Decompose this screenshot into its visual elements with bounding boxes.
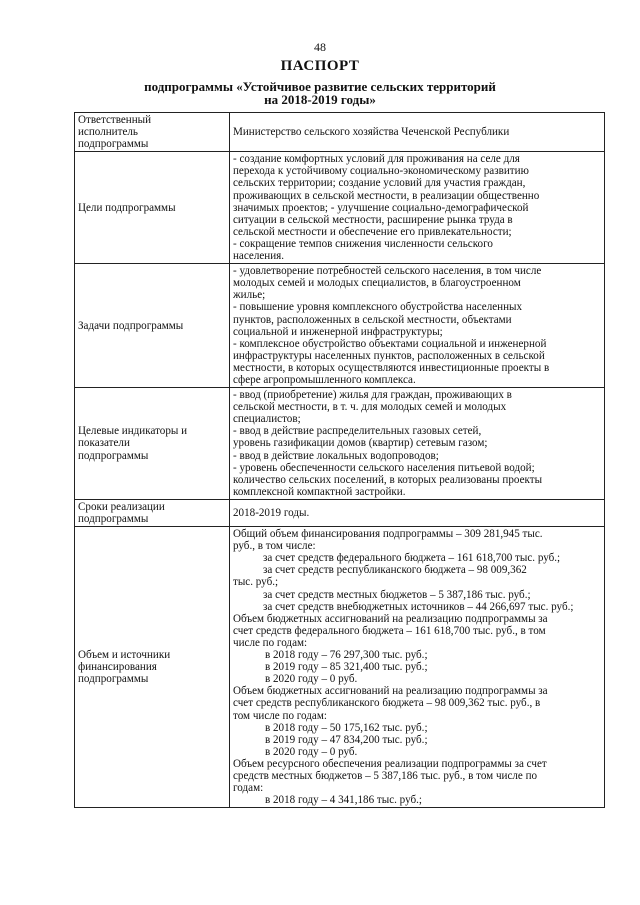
row-content-cell (230, 152, 605, 264)
financing-text-line: в 2019 году – 47 834,200 тыс. руб.; (265, 733, 428, 746)
financing-text-line: за счет средств местных бюджетов – 5 387,186 тыс. руб.; (263, 588, 531, 601)
row-tasks (75, 264, 605, 388)
row-label-cell (75, 499, 230, 526)
row-label-cell (75, 113, 230, 152)
cell-text-line: сельских территории; создание условий для участия граждан, (233, 177, 526, 190)
financing-text-line: Объем бюджетных ассигнований на реализацию подпрограммы за (233, 685, 548, 698)
cell-text-line: - ввод (приобретение) жилья для граждан, проживающих в (233, 389, 512, 402)
row-indicators (75, 388, 605, 500)
financing-text-line: годам: (233, 782, 264, 795)
subtitle-line: на 2018-2019 годы» (264, 92, 376, 107)
financing-text-line: Объем бюджетных ассигнований на реализацию подпрограммы за (233, 612, 548, 625)
cell-text-line: исполнитель (78, 126, 138, 139)
row-label-cell (75, 388, 230, 500)
cell-text-line: Цели подпрограммы (78, 201, 176, 214)
cell-text-line: специалистов; (233, 413, 301, 426)
financing-text-line: за счет средств федерального бюджета – 161 618,700 тыс. руб.; (263, 552, 561, 565)
cell-text-line: перехода к устойчивому социально-экономическому развитию (233, 165, 529, 178)
row-label-cell (75, 264, 230, 388)
passport-table (74, 112, 605, 808)
cell-text-line: местности, в которых осуществляются инвестиционные проекты в (233, 361, 550, 374)
cell-text-line: подпрограммы (78, 673, 149, 686)
financing-text-line: том числе по годам: (233, 709, 327, 722)
financing-text-line: в 2019 году – 85 321,400 тыс. руб.; (265, 661, 428, 674)
row-label-cell (75, 152, 230, 264)
financing-text-line: средств местных бюджетов – 5 387,186 тыс. руб., в том числе по (233, 769, 538, 782)
cell-text-line: населения. (233, 250, 285, 263)
cell-text-line: - создание комфортных условий для проживания на селе для (233, 153, 520, 166)
financing-text-line: счет средств федерального бюджета – 161 618,700 тыс. руб., в том (233, 624, 546, 637)
cell-text-line: количество сельских поселений, в которых реализованы проекты (233, 473, 543, 486)
cell-text-line: - ввод в действие локальных водопроводов; (233, 449, 439, 462)
row-content-cell (230, 388, 605, 500)
cell-text-line: 2018-2019 годы. (233, 506, 310, 519)
document-subtitle (0, 80, 640, 106)
financing-text-line: в 2018 году – 50 175,162 тыс. руб.; (265, 721, 428, 734)
cell-text-line: сельской местности и обеспечение его привлекательности; (233, 225, 512, 238)
financing-text-line: руб., в том числе: (233, 540, 316, 553)
financing-text-line: за счет средств внебюджетных источников – 44 266,697 тыс. руб.; (263, 600, 574, 613)
financing-text-line: числе по годам: (233, 636, 308, 649)
cell-text-line: подпрограммы (78, 513, 149, 525)
financing-text-line: в 2020 году – 0 руб. (265, 745, 358, 758)
passport-table-body (75, 113, 605, 808)
row-financing (75, 527, 605, 808)
cell-text-line: проживающих в сельской местности, в реализации общественно (233, 189, 540, 202)
cell-text-line: финансирования (78, 661, 157, 674)
cell-text-line: Министерство сельского хозяйства Чеченской Республики (233, 126, 510, 139)
cell-text-line: комплексной компактной застройки. (233, 485, 406, 498)
cell-text-line: - комплексное обустройство объектами социальной и инженерной (233, 337, 547, 350)
financing-text-line: счет средств республиканского бюджета – 98 009,362 тыс. руб., в (233, 697, 541, 710)
cell-text-line: - удовлетворение потребностей сельского населения, в том числе (233, 265, 542, 278)
row-label-cell (75, 527, 230, 808)
row-responsible-executor (75, 113, 605, 152)
cell-text-line: значимых проектов; - улучшение социально-демографической (233, 201, 529, 214)
subtitle-line: подпрограммы «Устойчивое развитие сельских территорий (144, 79, 496, 94)
cell-text-line: - повышение уровня комплексного обустройства населенных (233, 301, 523, 314)
financing-text-line: Объем ресурсного обеспечения реализации подпрограммы за счет (233, 757, 547, 770)
cell-text-line: Сроки реализации (78, 500, 165, 513)
financing-text-line: за счет средств республиканского бюджета – 98 009,362 (263, 564, 527, 577)
cell-text-line: молодых семей и молодых специалистов, в благоустроенном (233, 277, 521, 290)
cell-text-line: инфраструктуры населенных пунктов, расположенных в сельской (233, 349, 545, 362)
cell-text-line: - сокращение темпов снижения численности сельского (233, 237, 493, 250)
cell-text-line: Целевые индикаторы и (78, 425, 188, 438)
cell-text-line: - ввод в действие распределительных газовых сетей, (233, 425, 482, 438)
cell-text-line: - уровень обеспеченности сельского населения питьевой водой; (233, 461, 535, 474)
cell-text-line: показатели (78, 437, 130, 450)
cell-text-line: уровень газификации домов (квартир) сетевым газом; (233, 437, 488, 450)
cell-text-line: Задачи подпрограммы (78, 319, 184, 332)
financing-text-line: Общий объем финансирования подпрограммы – 309 281,945 тыс. (233, 528, 543, 541)
cell-text-line: подпрограммы (78, 449, 149, 462)
cell-text-line: жилье; (233, 289, 266, 302)
cell-text-line: ситуации в сельской местности, расширение рынка труда в (233, 213, 513, 226)
row-content-cell (230, 113, 605, 152)
cell-text-line: пунктов, расположенных в сельской местности, объектами (233, 313, 512, 326)
row-content-cell (230, 264, 605, 388)
financing-text-line: в 2018 году – 76 297,300 тыс. руб.; (265, 649, 428, 662)
document-title: ПАСПОРТ (280, 58, 360, 74)
row-content-cell (230, 499, 605, 526)
row-content-cell (230, 527, 605, 808)
financing-text-line: в 2018 году – 4 341,186 тыс. руб.; (265, 794, 422, 807)
row-timeline (75, 499, 605, 526)
cell-text-line: сфере агропромышленного комплекса. (233, 373, 416, 386)
cell-text-line: социальной и инженерной инфраструктуры; (233, 325, 443, 338)
cell-text-line: Ответственный (78, 114, 152, 126)
page-number: 48 (314, 40, 326, 54)
cell-text-line: подпрограммы (78, 138, 149, 151)
row-goals (75, 152, 605, 264)
financing-text-line: тыс. руб.; (233, 576, 279, 589)
financing-text-line: в 2020 году – 0 руб. (265, 673, 358, 686)
cell-text-line: сельской местности, в т. ч. для молодых семей и молодых (233, 401, 507, 414)
cell-text-line: Объем и источники (78, 649, 171, 662)
